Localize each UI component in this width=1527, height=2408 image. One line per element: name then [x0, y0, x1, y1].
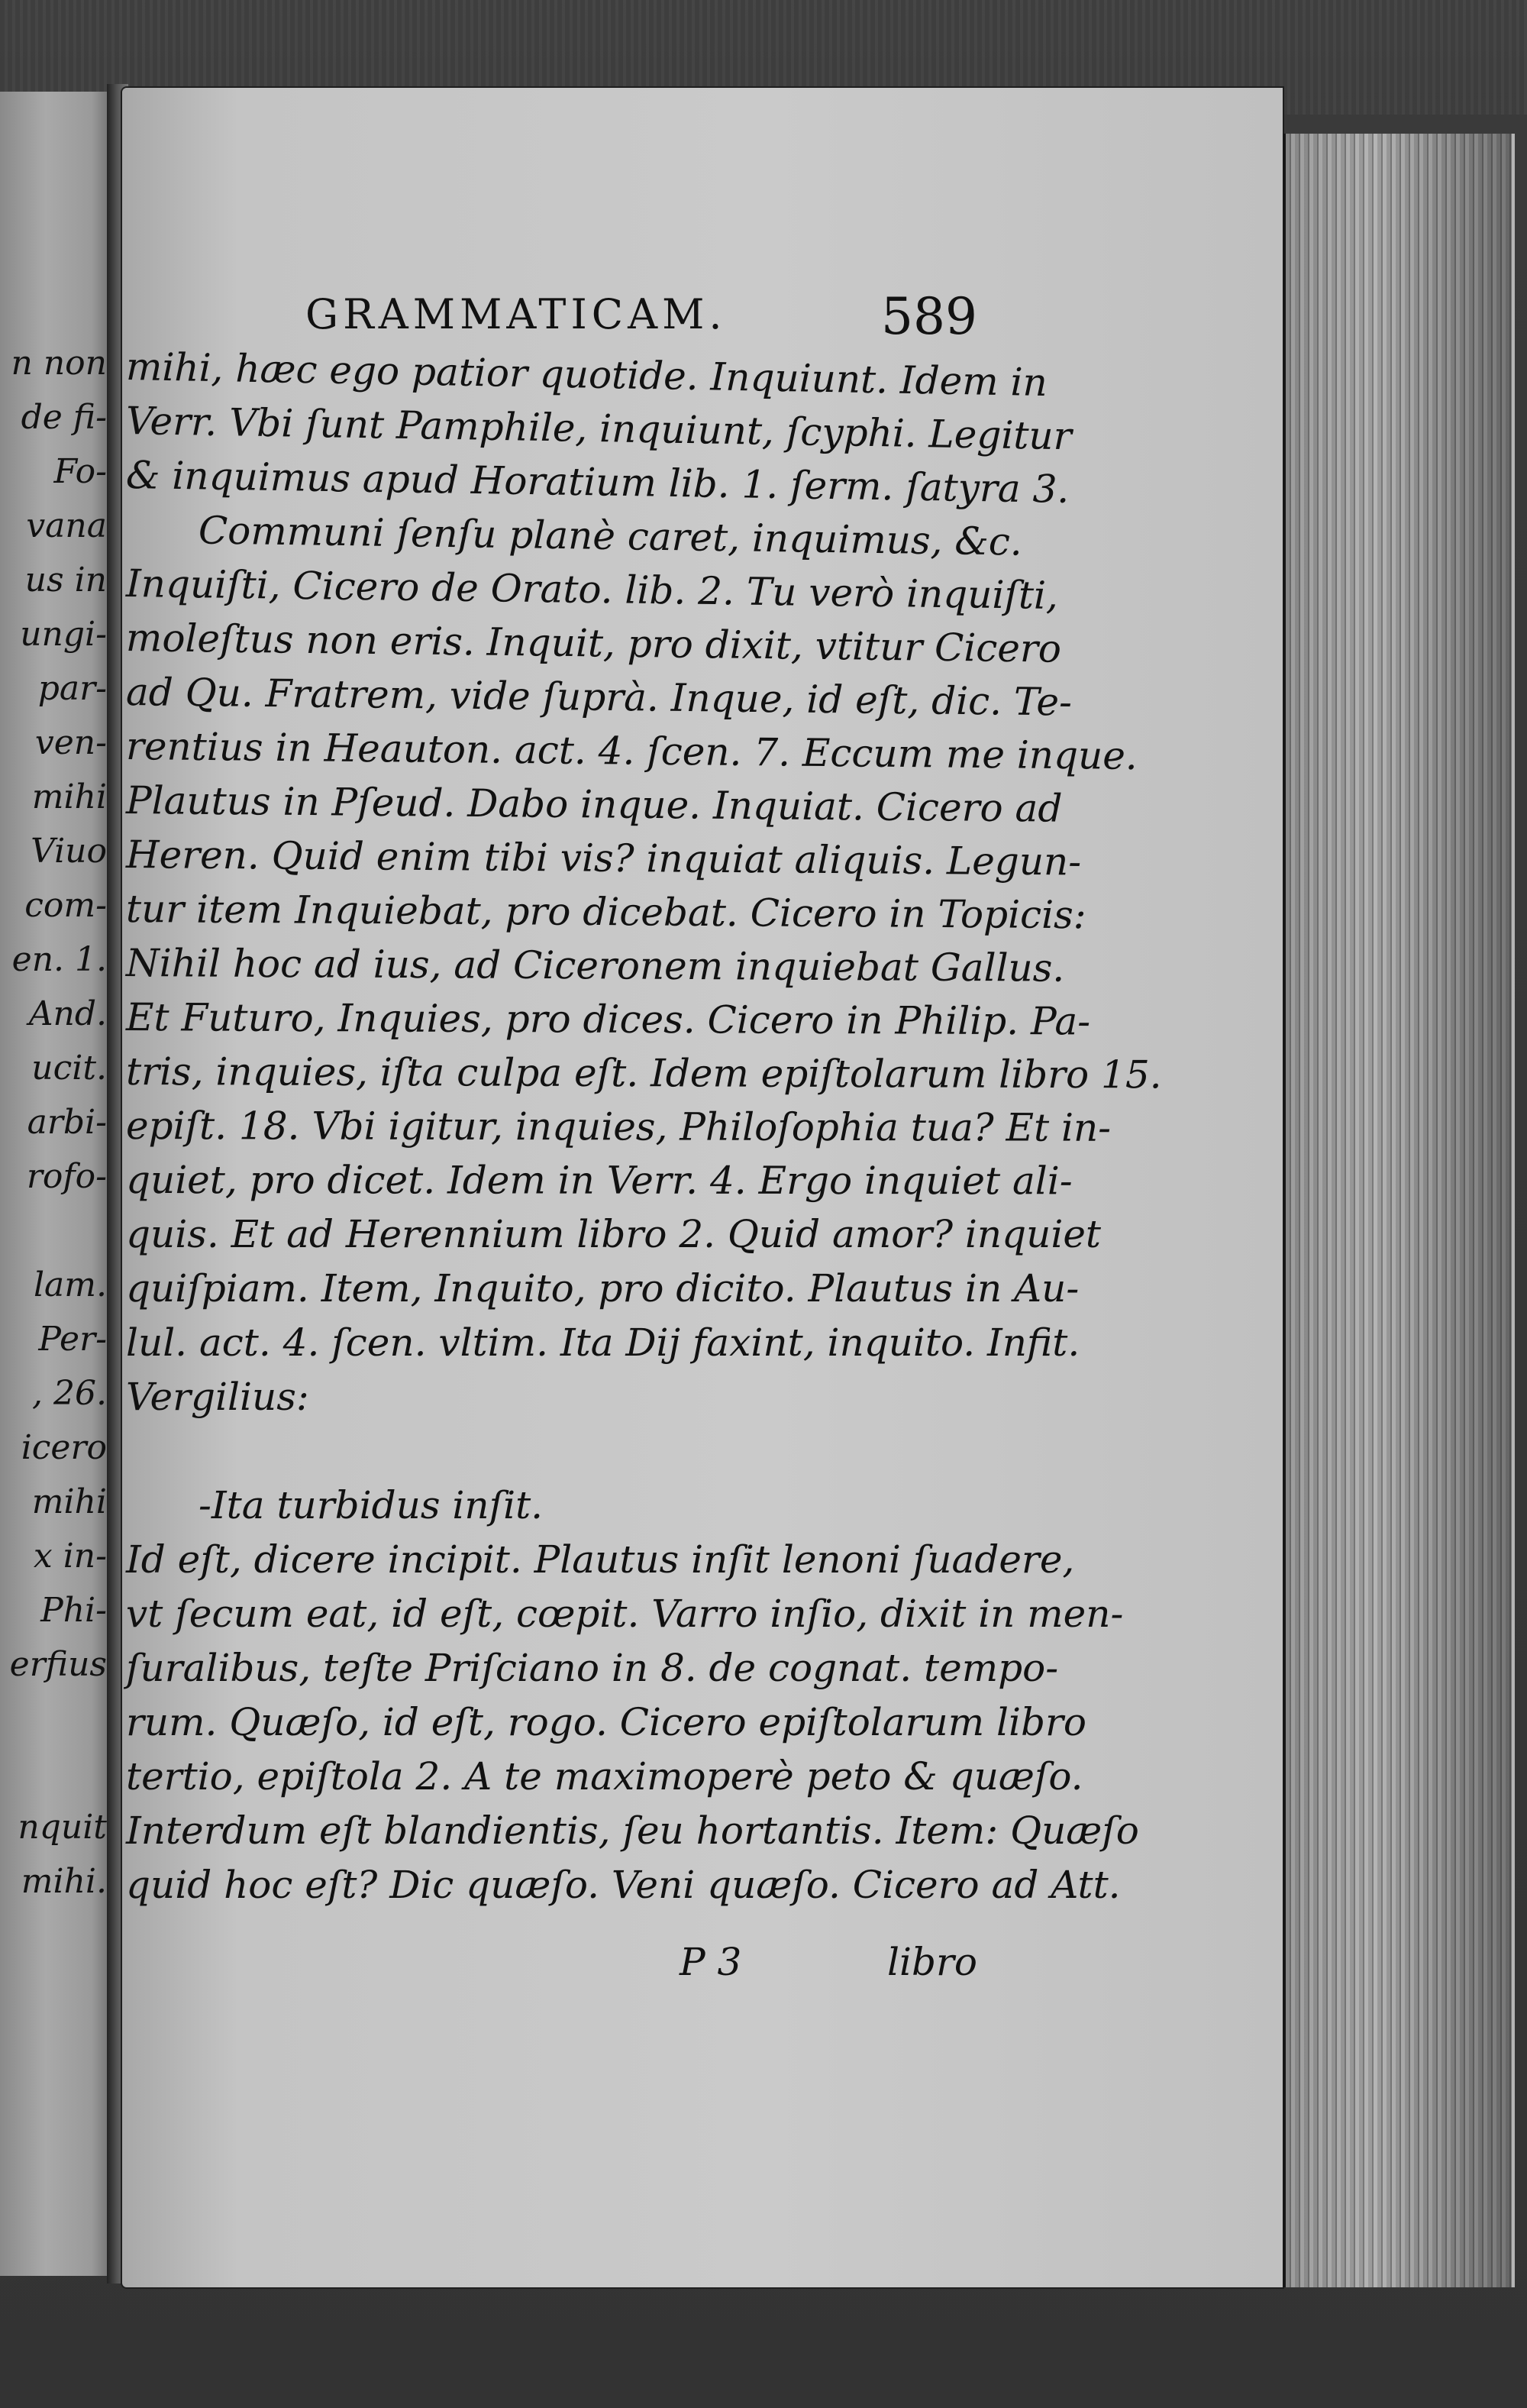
left-page-line: And. [28, 994, 107, 1033]
text-line: ad Qu. Fratrem, vide ſuprà. Inque, id eſt, dic. Te- [125, 670, 1073, 725]
body-text [125, 340, 1162, 1912]
text-line: Plautus in Pſeud. Dabo inque. Inquiat. Cicero ad [125, 778, 1063, 831]
text-line: & inquimus apud Horatium lib. 1. ſerm. ſatyra 3. [125, 453, 1070, 512]
text-line: rentius in Heauton. act. 4. ſcen. 7. Eccum me inque. [125, 724, 1138, 779]
text-line: tris, inquies, iſta culpa eſt. Idem epiſtolarum libro 15. [125, 1049, 1162, 1097]
left-page-line: vana [26, 506, 107, 545]
text-line: quid hoc eſt? Dic quæſo. Veni quæſo. Cicero ad Att. [126, 1863, 1121, 1907]
text-line: Id eſt, dicere incipit. Plautus inſit lenoni ſuadere, [126, 1537, 1075, 1582]
page-footer [657, 1940, 977, 2001]
left-page-line: nquit [18, 1808, 107, 1847]
left-page-line: n non [11, 344, 107, 383]
left-page-line: ucit. [31, 1049, 107, 1088]
catchword: libro [887, 1940, 977, 1984]
text-line: quiſpiam. Item, Inquito, pro dicito. Plautus in Au- [126, 1266, 1080, 1311]
left-page-line: mihi. [21, 1862, 107, 1901]
left-page-line: Phi- [40, 1591, 107, 1630]
text-line: tur item Inquiebat, pro dicebat. Cicero in Topicis: [125, 887, 1086, 938]
left-page-line: , 26. [32, 1374, 107, 1413]
left-page-line: erfius [9, 1645, 107, 1684]
text-line: tertio, epiſtola 2. A te maximoperè peto & quæſo. [126, 1754, 1083, 1799]
left-page-line: en. 1. [11, 940, 107, 979]
text-line: Vergilius: [126, 1375, 309, 1419]
left-page-line: Per- [38, 1320, 107, 1359]
left-page-line: Fo- [53, 452, 107, 491]
running-head: GRAMMATICAM. [305, 290, 727, 338]
text-line: rum. Quæſo, id eſt, rogo. Cicero epiſtolarum libro [126, 1700, 1087, 1744]
left-page-line: ven- [34, 723, 107, 762]
text-line: Heren. Quid enim tibi vis? inquiat aliquis. Legun- [125, 832, 1082, 884]
text-line: vt ſecum eat, id eſt, cœpit. Varro inſio, dixit in men- [126, 1592, 1124, 1636]
left-facing-page [0, 92, 117, 2276]
left-page-line: par- [37, 669, 107, 708]
page-edges-shadow [1283, 134, 1512, 2287]
text-line: quiet, pro dicet. Idem in Verr. 4. Ergo inquiet ali- [125, 1158, 1073, 1204]
text-line: moleſtus non eris. Inquit, pro dixit, vtitur Cicero [125, 616, 1062, 671]
left-page-line: icero [21, 1428, 107, 1467]
text-line: Interdum eſt blandientis, ſeu hortantis. Item: Quæſo [126, 1808, 1139, 1853]
left-page-line: rofo- [26, 1157, 107, 1196]
text-line: ſuralibus, teſte Priſciano in 8. de cognat. tempo- [126, 1646, 1059, 1690]
left-page-line: arbi- [27, 1103, 107, 1142]
left-page-line: ungi- [20, 615, 107, 654]
left-page-line: de fi- [21, 398, 107, 437]
text-line: Et Futuro, Inquies, pro dices. Cicero in Philip. Pa- [125, 995, 1091, 1044]
text-line: mihi, hæc ego patior quotide. Inquiunt. Idem in [125, 344, 1048, 406]
left-page-line: Viuo [31, 832, 107, 871]
text-line: Verr. Vbi ſunt Pamphile, inquiunt, ſcyphi. Legitur [125, 399, 1073, 459]
text-line: quis. Et ad Herennium libro 2. Quid amor? inquiet [126, 1212, 1102, 1256]
left-page-line: mihi [31, 777, 107, 816]
left-page-line: lam. [33, 1265, 107, 1304]
text-line: Nihil hoc ad ius, ad Ciceronem inquiebat Gallus. [125, 941, 1065, 991]
text-line: epiſt. 18. Vbi igitur, inquies, Philoſophia tua? Et in- [125, 1104, 1112, 1150]
page-number: 589 [881, 287, 977, 346]
left-page-line: com- [24, 886, 107, 925]
text-line [126, 1424, 981, 1479]
text-line: -Ita turbidus inſit. [199, 1483, 544, 1527]
text-line: lul. act. 4. ſcen. vltim. Ita Dij faxint, inquito. Infit. [126, 1320, 1080, 1365]
left-page-line: mihi [31, 1482, 107, 1521]
text-line: Communi ſenſu planè caret, inquimus, &c. [198, 508, 1023, 564]
text-line: Inquiſti, Cicero de Orato. lib. 2. Tu verò inquiſti, [125, 561, 1059, 618]
left-page-line: us in [24, 561, 107, 600]
signature-mark: P 3 [680, 1940, 742, 1984]
left-page-line: x in- [33, 1537, 107, 1576]
